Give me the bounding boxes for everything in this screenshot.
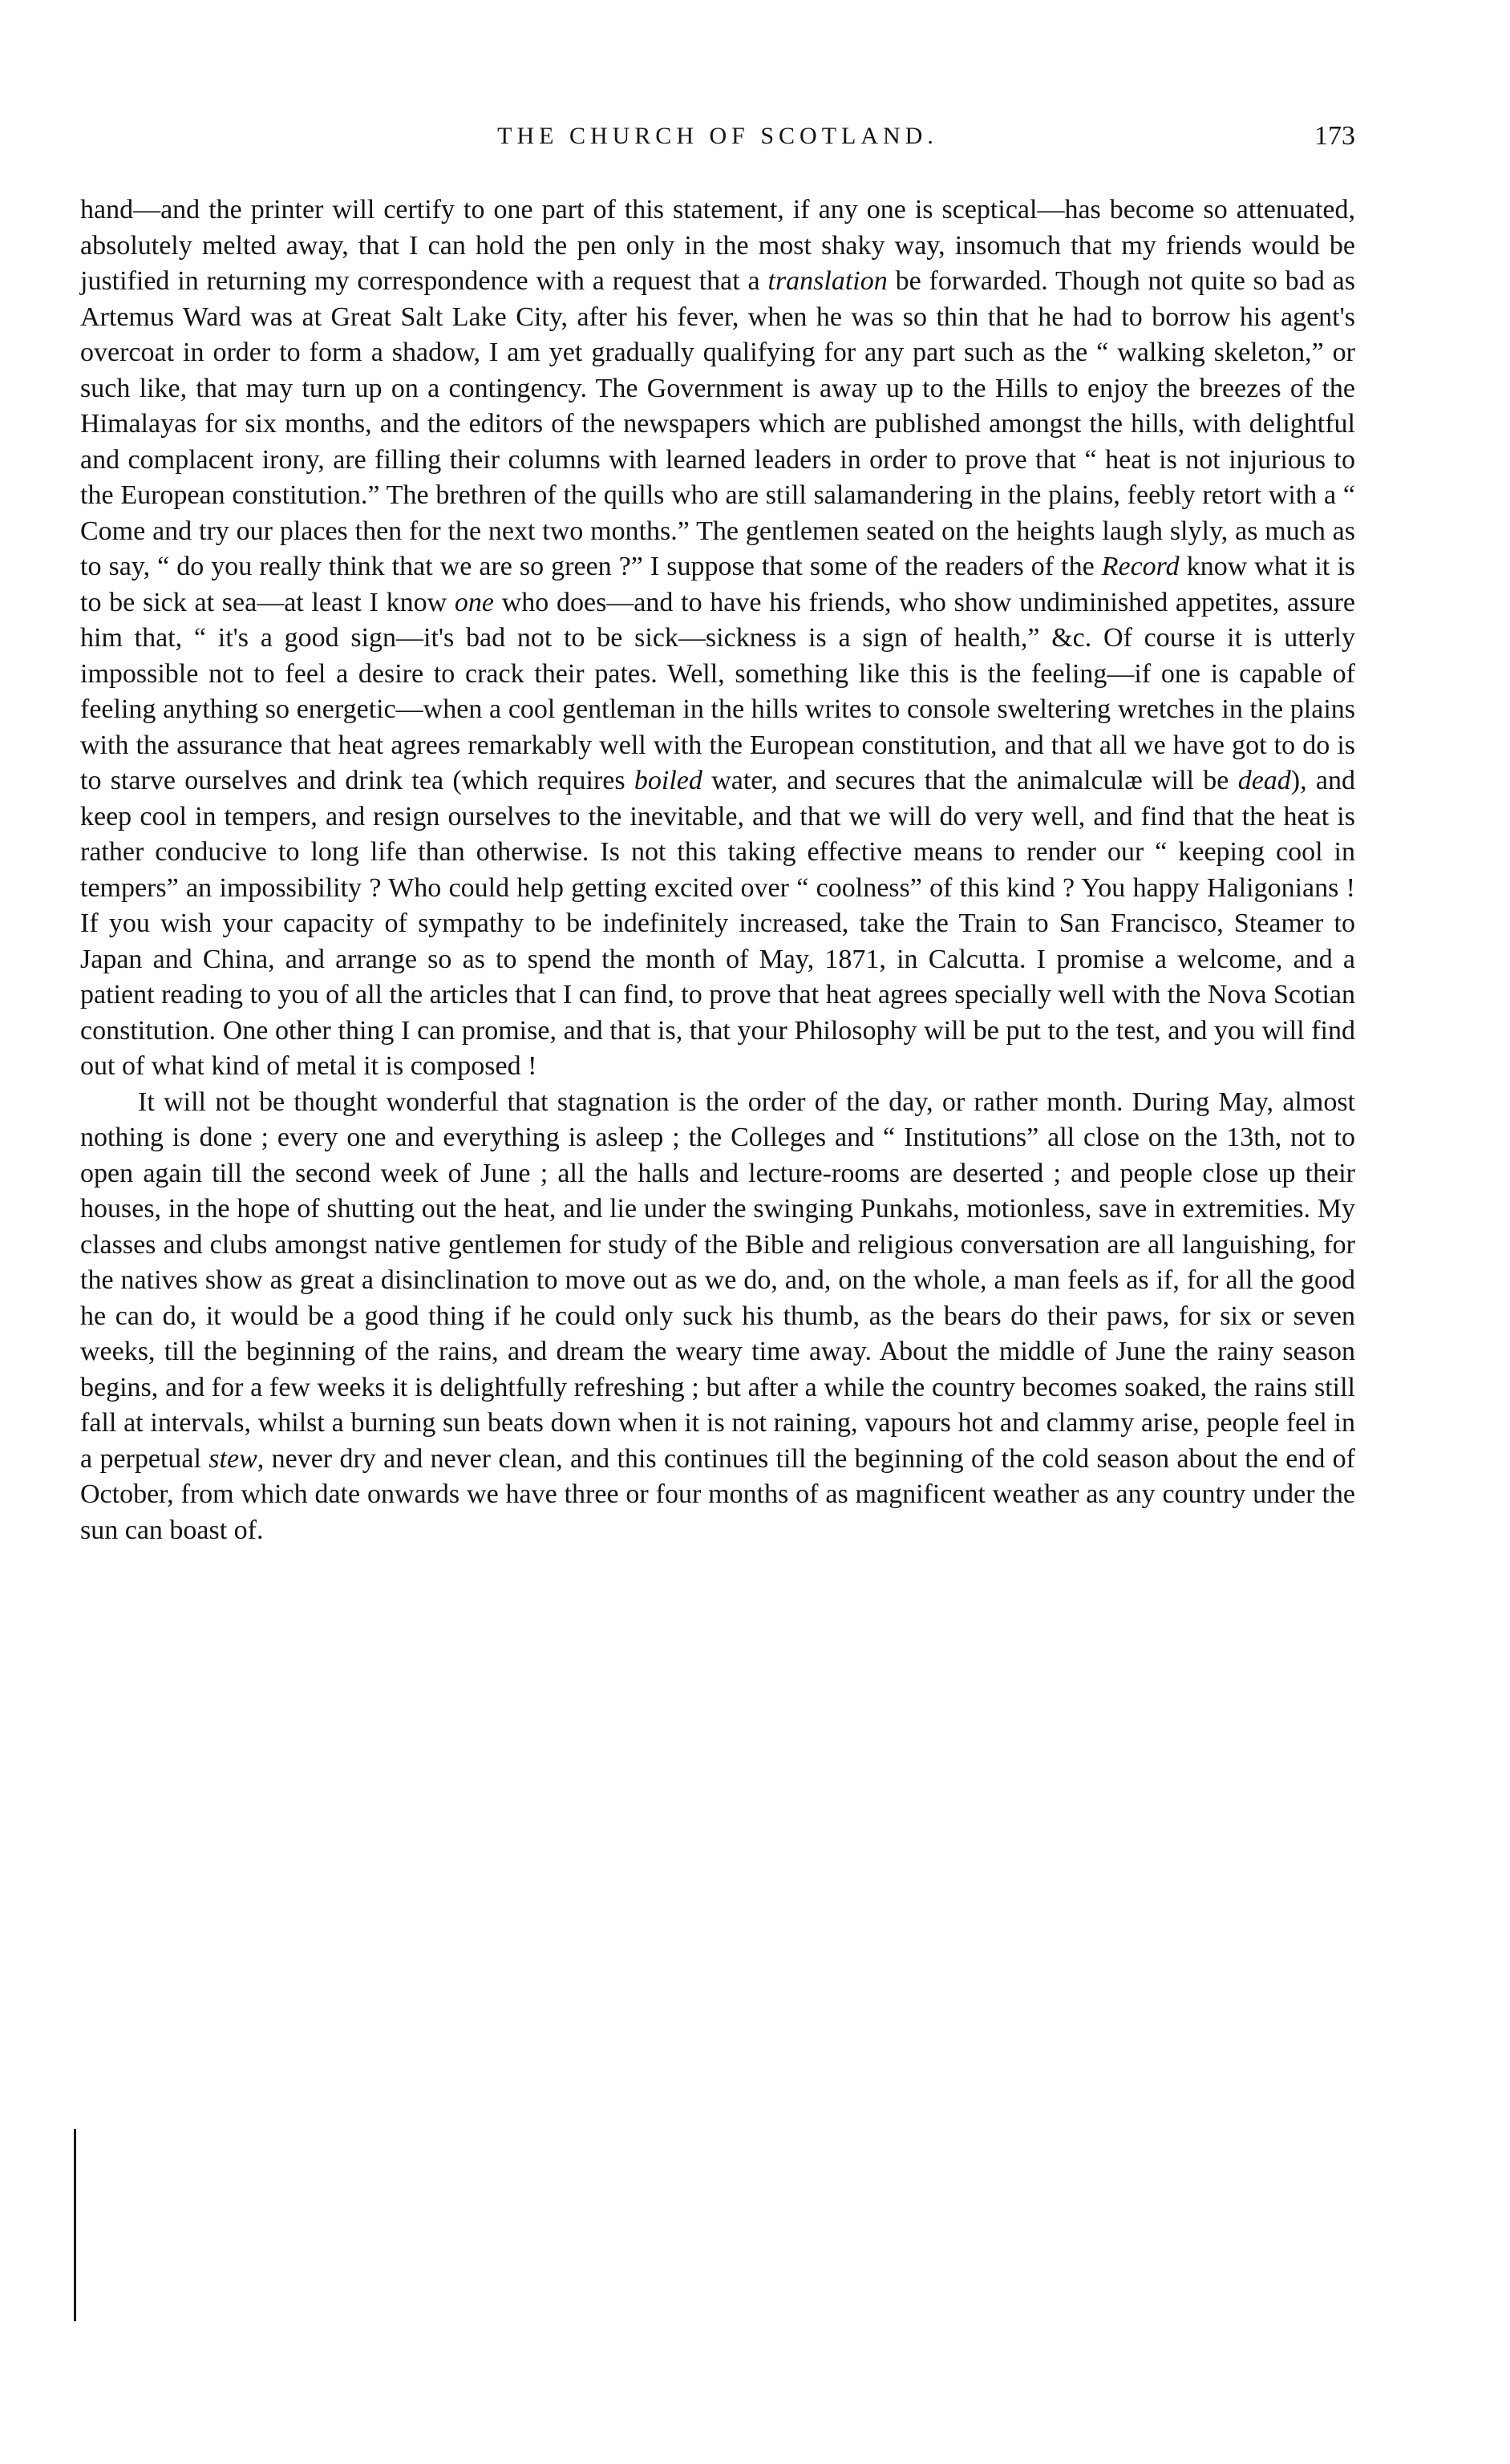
italic-text: Record bbox=[1101, 552, 1180, 581]
body-text bbox=[80, 192, 1355, 1548]
paragraph-1 bbox=[80, 192, 1355, 1085]
text-run: It will not be thought wonderful that stagnation is the order of the day, or rather month. During May, almost nothing is done ; every one and everything is asleep ; the Colleges and “ Institutions” all close on the 13th, not to open again till the second week of June ; all the halls and lecture-rooms are deserted ; and people close up their houses, in the hope of shutting out the heat, and lie under the swinging Punkahs, motionless, save in extremities. My classes and clubs amongst native gentlemen for study of the Bible and religious conversation are all languishing, for the natives show as great a disinclination to move out as we do, and, on the whole, a man feels as if, for all the good he can do, it would be a good thing if he could only suck his thumb, as the bears do their paws, for six or seven weeks, till the beginning of the rains, and dream the weary time away. About the middle of June the rainy season begins, and for a few weeks it is delightfully refreshing ; but after a while the country becomes soaked, the rains still fall at intervals, whilst a burning sun beats down when it is not raining, vapours hot and clammy arise, people feel in a perpetual bbox=[80, 1086, 1355, 1474]
italic-text: translation bbox=[767, 266, 888, 296]
paragraph-2 bbox=[80, 1085, 1355, 1549]
text-run: , never dry and never clean, and this continues till the beginning of the cold season about the end of October, from which date onwards we have three or four months of as magnificent weather as any country under the sun can boast of. bbox=[80, 1443, 1356, 1545]
text-run: who does—and to have his friends, who show undiminished appetites, assure him that, “ it's a good sign—it's bad not to be sick—sickness is a sign of health,” &c. Of course it is utterly impossible not to feel a desire to crack their pates. Well, something like this is the feeling—if one is capable of feeling anything so energetic—when a cool gentleman in the hills writes to console sweltering wretches in the plains with the assurance that heat agrees remarkably well with the European constitution, and that all we have got to do is to starve ourselves and drink tea (which requires bbox=[80, 587, 1355, 795]
text-run: ), and keep cool in tempers, and resign ourselves to the inevitable, and that we will do very well, and find that the heat is rather conducive to long life than otherwise. Is not this taking effective means to render our “ keeping cool in tempers” an impossibility ? Who could help getting excited over “ coolness” of this kind ? You happy Haligonians ! If you wish your capacity of sympathy to be indefinitely increased, take the Train to San Francisco, Steamer to Japan and China, and arrange so as to spend the month of May, 1871, in Calcutta. I promise a welcome, and a patient reading to you of all the articles that I can find, to prove that heat agrees specially well with the Nova Scotian constitution. One other thing I can promise, and that is, that your Philosophy will be put to the test, and you will find out of what kind of metal it is composed ! bbox=[80, 766, 1356, 1081]
running-head: THE CHURCH OF SCOTLAND. bbox=[497, 123, 938, 149]
page-header bbox=[80, 120, 1355, 168]
text-run: be forwarded. Though not quite so bad as Artemus Ward was at Great Salt Lake City, after his fever, when he was so thin that he had to borrow his agent's overcoat in order to form a shadow, I am yet gradually qualifying for any part such as the “ walking skeleton,” or such like, that may turn up on a contingency. The Government is away up to the Hills to enjoy the breezes of the Himalayas for six months, and the editors of the newspapers which are published amongst the hills, with delightful and complacent irony, are filling their columns with learned leaders in order to prove that “ heat is not injurious to the European constitution.” The brethren of the quills who are still salamandering in the plains, feebly retort with a “ Come and try our places then for the next two months.” The gentlemen seated on the heights laugh slyly, as much as to say, “ do you really think that we are so green ?” I suppose that some of the readers of the bbox=[80, 266, 1356, 581]
text-run: hand—and the printer will certify to one part of this statement, if any one is sceptical—has become so attenuated, absolutely melted away, that I can hold the pen only in the most shaky way, insomuch that my friends would be justified in returning my correspondence with a request that a bbox=[80, 195, 1355, 296]
margin-rule bbox=[74, 2129, 76, 2321]
page-number: 173 bbox=[1314, 121, 1355, 151]
italic-text: one bbox=[454, 587, 494, 617]
italic-text: stew bbox=[208, 1443, 257, 1474]
text-run: water, and secures that the animalculæ will be bbox=[702, 766, 1238, 795]
italic-text: dead bbox=[1237, 766, 1291, 795]
italic-text: boiled bbox=[634, 766, 702, 795]
text-run: know what it is to be sick at sea—at least I know bbox=[80, 552, 1356, 617]
